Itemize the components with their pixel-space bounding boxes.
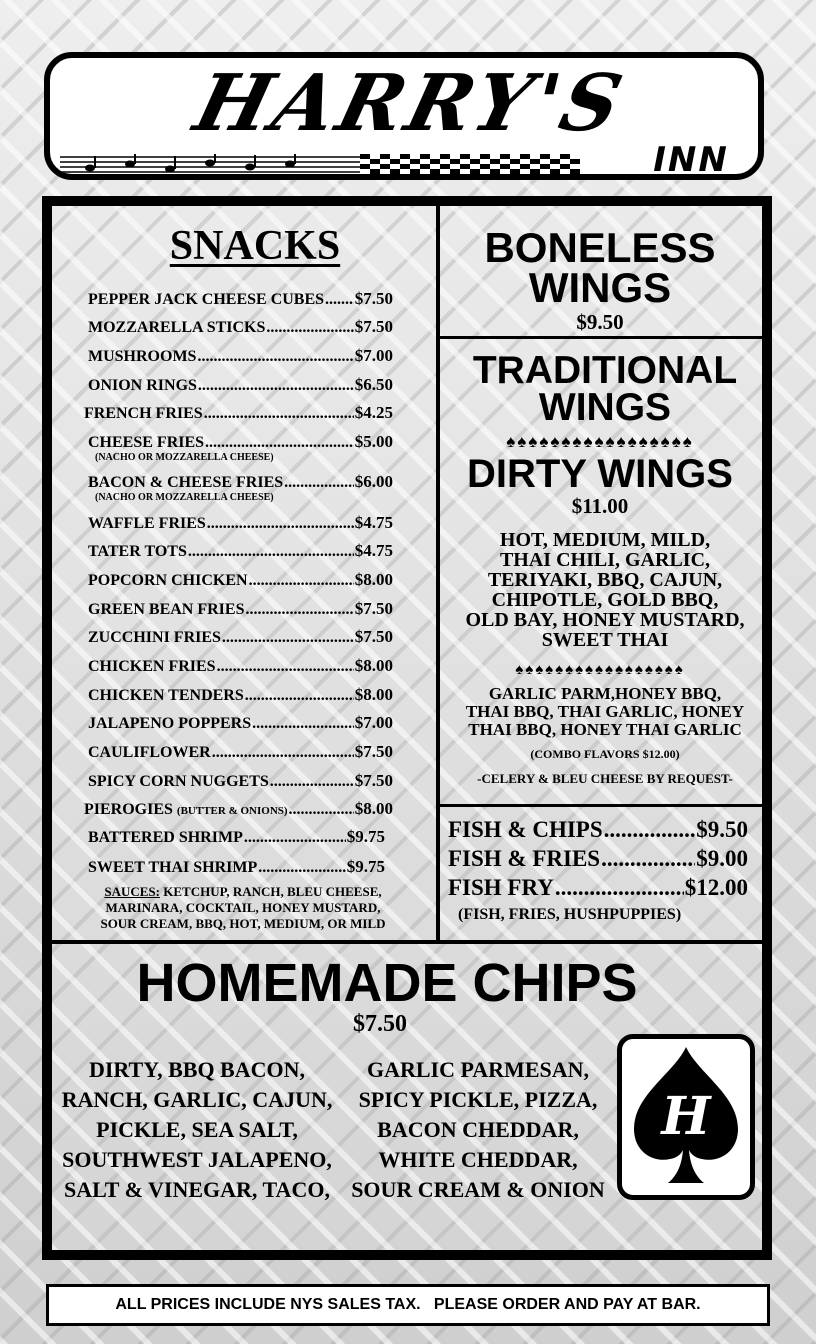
list-item bbox=[88, 346, 393, 370]
list-item bbox=[88, 627, 393, 651]
leader-dots bbox=[212, 744, 354, 762]
leader-dots bbox=[258, 859, 346, 877]
list-item bbox=[88, 375, 393, 399]
item-name: CAULIFLOWER bbox=[88, 744, 211, 761]
divider-boneless bbox=[440, 336, 762, 339]
item-name: ONION RINGS bbox=[88, 377, 197, 394]
list-item bbox=[88, 541, 393, 565]
item-name: ZUCCHINI FRIES bbox=[88, 629, 221, 646]
item-detail: (BUTTER & ONIONS) bbox=[176, 805, 288, 817]
item-price: $7.00 bbox=[354, 346, 393, 365]
celery-note: -CELERY & BLEU CHEESE BY REQUEST- bbox=[477, 771, 733, 786]
leader-dots bbox=[222, 629, 354, 647]
chip-flavor-line: PICKLE, SEA SALT, bbox=[96, 1117, 298, 1142]
leader-dots bbox=[266, 319, 353, 337]
item-price: $8.00 bbox=[354, 570, 393, 589]
item-price: $5.00 bbox=[354, 432, 393, 451]
traditional-title-line2: WINGS bbox=[538, 386, 672, 429]
combo-line: THAI BBQ, HONEY THAI GARLIC bbox=[468, 720, 742, 739]
flavor-line: OLD BAY, HONEY MUSTARD, bbox=[465, 609, 745, 631]
item-price: $4.75 bbox=[354, 513, 393, 532]
list-item bbox=[448, 817, 748, 845]
item-price: $12.00 bbox=[684, 875, 748, 900]
sauces-line: SOUR CREAM, BBQ, HOT, MEDIUM, OR MILD bbox=[100, 916, 386, 931]
list-item bbox=[88, 289, 393, 313]
chip-flavor-line: SOUR CREAM & ONION bbox=[351, 1177, 605, 1202]
list-item bbox=[88, 771, 393, 795]
leader-dots bbox=[217, 658, 354, 676]
flavor-line: SWEET THAI bbox=[541, 629, 669, 651]
divider-fish bbox=[440, 804, 762, 807]
item-price: $6.50 bbox=[354, 375, 393, 394]
leader-dots bbox=[252, 715, 354, 733]
item-price: $9.50 bbox=[696, 817, 748, 842]
chip-flavor-line: GARLIC PARMESAN, bbox=[366, 1057, 590, 1082]
chip-flavors-left bbox=[52, 1055, 342, 1205]
item-price: $7.50 bbox=[354, 627, 393, 646]
list-item bbox=[84, 799, 393, 823]
flavor-line: THAI CHILI, GARLIC, bbox=[499, 549, 711, 571]
item-price: $7.50 bbox=[354, 599, 393, 618]
flavor-line: CHIPOTLE, GOLD BBQ, bbox=[491, 589, 719, 611]
item-price: $8.00 bbox=[354, 799, 393, 818]
chips-title: HOMEMADE CHIPS bbox=[136, 953, 638, 1013]
chips-price: $7.50 bbox=[353, 1011, 407, 1037]
item-price: $6.00 bbox=[354, 472, 393, 491]
item-note: (NACHO OR MOZZARELLA CHEESE) bbox=[95, 492, 274, 503]
list-item bbox=[88, 827, 385, 851]
list-item bbox=[84, 403, 393, 427]
item-name: SPICY CORN NUGGETS bbox=[88, 773, 269, 790]
list-item bbox=[88, 599, 393, 623]
chip-flavor-line: RANCH, GARLIC, CAJUN, bbox=[61, 1087, 333, 1112]
flavor-line: HOT, MEDIUM, MILD, bbox=[499, 529, 711, 551]
item-name: MOZZARELLA STICKS bbox=[88, 319, 266, 336]
chip-flavor-line: DIRTY, BBQ BACON, bbox=[88, 1057, 305, 1082]
list-item bbox=[88, 857, 385, 881]
item-price: $7.50 bbox=[354, 317, 393, 336]
item-name: FRENCH FRIES bbox=[84, 405, 203, 422]
list-item bbox=[88, 317, 393, 341]
item-name: CHEESE FRIES bbox=[88, 434, 205, 451]
flavor-line: TERIYAKI, BBQ, CAJUN, bbox=[487, 569, 723, 591]
snacks-title: SNACKS bbox=[169, 223, 341, 269]
item-price: $8.00 bbox=[354, 656, 393, 675]
sauces-note bbox=[78, 884, 408, 932]
leader-dots bbox=[205, 434, 354, 452]
divider-vertical bbox=[436, 206, 440, 942]
wings-price: $11.00 bbox=[571, 494, 629, 518]
boneless-title-line2: WINGS bbox=[528, 264, 672, 311]
item-price: $8.00 bbox=[354, 685, 393, 704]
logo-title: HARRY'S bbox=[186, 58, 635, 149]
list-item bbox=[88, 742, 393, 766]
leader-dots bbox=[284, 474, 354, 492]
divider-chips bbox=[52, 940, 762, 944]
chip-flavor-line: SPICY PICKLE, PIZZA, bbox=[358, 1087, 598, 1112]
item-name: CHICKEN FRIES bbox=[88, 658, 216, 675]
leader-dots bbox=[197, 348, 353, 366]
leader-dots bbox=[249, 572, 354, 590]
list-item bbox=[88, 656, 393, 680]
list-item bbox=[88, 685, 393, 709]
leader-dots bbox=[188, 543, 354, 561]
chip-flavor-line: BACON CHEDDAR, bbox=[377, 1117, 579, 1142]
leader-dots bbox=[601, 846, 695, 872]
fish-fry-note: (FISH, FRIES, HUSHPUPPIES) bbox=[458, 906, 682, 923]
item-name: JALAPENO POPPERS bbox=[88, 715, 252, 732]
item-name: FISH FRY bbox=[448, 875, 554, 900]
ace-of-spades-card bbox=[617, 1034, 755, 1200]
chip-flavor-line: WHITE CHEDDAR, bbox=[378, 1147, 578, 1172]
leader-dots bbox=[245, 687, 354, 705]
leader-dots bbox=[207, 515, 354, 533]
item-price: $7.00 bbox=[354, 713, 393, 732]
boneless-price: $9.50 bbox=[576, 310, 624, 334]
item-price: $7.50 bbox=[354, 771, 393, 790]
item-price: $4.75 bbox=[354, 541, 393, 560]
item-name: BACON & CHEESE FRIES bbox=[88, 474, 284, 491]
item-name: CHICKEN TENDERS bbox=[88, 687, 244, 704]
item-price: $7.50 bbox=[354, 742, 393, 761]
list-item bbox=[448, 875, 748, 903]
item-name: MUSHROOMS bbox=[88, 348, 197, 365]
leader-dots bbox=[245, 601, 353, 619]
chip-flavor-line: SALT & VINEGAR, TACO, bbox=[64, 1177, 330, 1202]
logo-banner bbox=[44, 52, 764, 180]
boneless-title-line1: BONELESS bbox=[484, 224, 716, 271]
spade-divider: ♠♠♠♠♠♠♠♠♠♠♠♠♠♠♠♠♠ bbox=[515, 661, 685, 678]
chip-flavor-line: SOUTHWEST JALAPENO, bbox=[62, 1147, 332, 1172]
list-item bbox=[88, 570, 393, 594]
item-name: SWEET THAI SHRIMP bbox=[88, 859, 258, 876]
leader-dots bbox=[204, 405, 354, 423]
item-name: FISH & FRIES bbox=[448, 846, 601, 871]
combo-line: GARLIC PARM,HONEY BBQ, bbox=[488, 684, 722, 703]
item-name: POPCORN CHICKEN bbox=[88, 572, 248, 589]
item-price: $9.00 bbox=[696, 846, 748, 871]
leader-dots bbox=[198, 377, 354, 395]
combo-line: THAI BBQ, THAI GARLIC, HONEY bbox=[465, 702, 745, 721]
item-price: $7.50 bbox=[354, 289, 393, 308]
item-name: TATER TOTS bbox=[88, 543, 187, 560]
item-price: $9.75 bbox=[346, 857, 385, 876]
footer-notice: ALL PRICES INCLUDE NYS SALES TAX. PLEASE ORDER AND PAY AT BAR. bbox=[46, 1284, 770, 1326]
list-item bbox=[88, 713, 393, 737]
leader-dots bbox=[604, 817, 696, 843]
leader-dots bbox=[555, 875, 684, 901]
list-item bbox=[88, 513, 393, 537]
item-name: PIEROGIES (BUTTER & ONIONS) bbox=[84, 801, 288, 818]
leader-dots bbox=[244, 829, 346, 847]
item-name: WAFFLE FRIES bbox=[88, 515, 206, 532]
sauces-label: SAUCES: bbox=[104, 884, 160, 899]
sauces-line: MARINARA, COCKTAIL, HONEY MUSTARD, bbox=[105, 900, 381, 915]
item-name: BATTERED SHRIMP bbox=[88, 829, 243, 846]
combo-note: (COMBO FLAVORS $12.00) bbox=[530, 747, 680, 761]
chip-flavors-right bbox=[342, 1055, 614, 1205]
music-staff-checker-icon bbox=[60, 154, 580, 174]
dirty-wings-title: DIRTY WINGS bbox=[467, 452, 733, 496]
ace-letter: H bbox=[661, 1086, 711, 1147]
leader-dots bbox=[289, 801, 354, 819]
traditional-title-line1: TRADITIONAL bbox=[472, 349, 738, 392]
item-price: $9.75 bbox=[346, 827, 385, 846]
leader-dots bbox=[270, 773, 354, 791]
item-name: GREEN BEAN FRIES bbox=[88, 601, 245, 618]
logo-subtitle: INN bbox=[653, 140, 729, 180]
item-price: $4.25 bbox=[354, 403, 393, 422]
item-name: PEPPER JACK CHEESE CUBES bbox=[88, 291, 325, 308]
spade-divider: ♠♠♠♠♠♠♠♠♠♠♠♠♠♠♠♠♠ bbox=[506, 432, 694, 451]
item-note: (NACHO OR MOZZARELLA CHEESE) bbox=[95, 452, 274, 463]
list-item bbox=[448, 846, 748, 874]
item-name: FISH & CHIPS bbox=[448, 817, 603, 842]
sauces-line: KETCHUP, RANCH, BLEU CHEESE, bbox=[159, 884, 382, 899]
leader-dots bbox=[325, 291, 354, 309]
